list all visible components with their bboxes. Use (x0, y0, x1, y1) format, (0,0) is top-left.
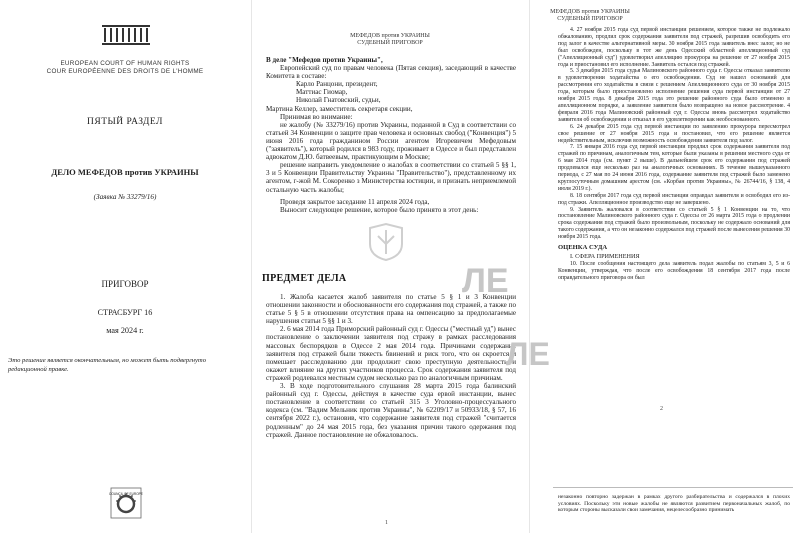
paragraph-3: 3. В ходе подготовительного слушания 28 марта 2015 года балинский районный суд г. Одессы, действуя в качестве суда ервой инстанции, вынес постановление в соответствии со статьей 315 3 Уголовно-процессуального кодекса (см. "Вадим Мельник против Украины", № 62209/17 и 50933/18, § 57, 16 сентября 2022 г.), остановив, что содержание заявителя под стражей "считается родленным" до 24 мая 2015 года, без указания причин такого одержания под стражей. Данное постановление не обжаловалось. (266, 382, 516, 439)
paragraph-4: 4. 27 ноября 2015 года суд первой инстанции решением, которое также не подлежало обжалованию, продлил срок содержания заявителя под стражей, разрешив освободить его под залог в качестве альтернативной меры. 30 ноября 2015 года заявитель внес залог, но не был освобожден, поскольку в тот же день Одесский областной апелляционный суд ("Апелляционный суд") удовлетворил апелляцию прокурора на решение от 27 ноября 2015 года и приостановил его исполнение. Заявитель остался под стражей. (558, 27, 790, 68)
court-composition-intro: Европейский суд по правам человека (Пятая секция), заседающий в качестве Комитета в составе: (266, 64, 516, 81)
having-regard: Принимая во внимание: (280, 112, 353, 121)
facts-block (266, 293, 516, 439)
facts-continued (558, 27, 790, 282)
watermark-emblem-icon (368, 222, 404, 262)
judge-2: Маттиас Гиомар, (296, 88, 348, 97)
application-number: (Заявка № 33279/16) (93, 193, 157, 201)
paragraph-7: 7. 15 января 2016 года суд первой инстанции продлил срок содержания заявителя под стражей по причинам, аналогичным тем, которые были указаны в решении местного суда от 6 мая 2014 года (см. пункт 2 выше). В дальнейшем срок его содержания под стражей продлевался еще несколько раз на аналогичных основаниях. В течение вышеуказанного периода, с 27 мая по 24 июня 2016 года, содержание заявителя под стражей было заменено круглосуточным домашним арестом (см. «Корбан против Украины», № 26744/16, § 138, 4 июля 2019 г.). (558, 144, 790, 192)
running-subtitle: СУДЕБНЫЙ ПРИГОВОР (557, 16, 623, 22)
paragraph-8: 8. 18 сентября 2017 года суд первой инстанции оправдал заявителя и освободил его из-под стражи. Апелляционное производство еще не завершено. (558, 192, 790, 206)
delivers-line: Выносит следующее решение, которое было принято в этот день: (280, 205, 479, 214)
page-break-rule (553, 487, 793, 488)
judgment-page-1 (252, 0, 528, 533)
coe-label: COUNCIL OF EUROPE (109, 492, 143, 496)
paragraph-2: 2. 6 мая 2014 года Приморский районный суд г. Одессы ("местный уд") вынес постановление о заключении заявителя под стражу в рамках расследования массовых беспорядков в Одессе 2 мая 2014 года. Причинами содержания заявителя под стражей были тяжесть бвинений и риск того, что он скроется и помешает расследованию дли продолжит свою преступную деятельность и окажет влияние на других участников процесса. Срок содержания заявителя под стражей родлевался местным судом несколько раз по аналогичным причинам. (266, 325, 516, 382)
judgment-page-2 (506, 0, 800, 533)
judge-1: Карло Ранцони, президент, (296, 80, 378, 89)
regard-item-2: решение направить уведомление о жалобах в соответствии со статьей 5 §§ 1, 3 и 5 Конвенции Правительству Украины "Правительство"), представленному их агентом, г-жой М. Сокоренко з Министерства юстиции, и признать неприемлемой остальную часть жалобы; (266, 161, 516, 194)
paragraph-10: 10. После сообщения настоящего дела заявитель подал жалобы по статьям 3, 5 и 6 Конвенции, утверждая, что после его освобождения 18 сентября 2017 года после оправдательного приговора он был (558, 260, 790, 281)
watermark-left: ЛЕ (462, 262, 509, 300)
court-logo-icon (100, 22, 152, 48)
case-title: ДЕЛО МЕФЕДОВ против УКРАИНЫ (51, 167, 199, 177)
paragraph-1: 1. Жалоба касается жалоб заявителя по статье 5 § 1 и 3 Конвенции отношении законности и обоснованности его содержания под стражей, а также по статье 5 § 5 в отношении отсутствия права на омпенсацию за предполагаемые нарушения статьи 5 §§ 1 и 3. (266, 293, 516, 326)
cover-page (0, 0, 250, 533)
subject-heading: ПРЕДМЕТ ДЕЛА (262, 273, 347, 284)
court-name-en: EUROPEAN COURT OF HUMAN RIGHTS (60, 60, 190, 67)
running-title: МЕФЕДОВ против УКРАИНЫ (550, 9, 630, 15)
paragraph-5: 5. 3 декабря 2015 года судья Малиновского районного суда г. Одессы отказал заявителю в удовлетворении ходатайства о его освобождении. Суд не нашел оснований для рассмотрения его ходатайства в связи с решением Апелляционного суда от 30 ноября 2015 года, которым было приостановлено исполнение решения суда первой инстанции от 27 ноября 2015 года. 8 декабря 2015 года это решение районного суда было отменено в апелляционном порядке, а заявление заявителя было возвращено на новое рассмотрение. 4 февраля 2016 года Малиновский районный суд г. Одессы вновь рассмотрел ходатайство заявителя об освобождении и отказал в его удовлетворении как необоснованного. (558, 68, 790, 123)
registrar-line: Мартина Келлер, заместитель секретаря секции, (266, 104, 413, 113)
finality-note: Это решение является окончательным, но может быть подвергнуто редакционной правке. (8, 357, 206, 373)
regard-item-1: не жалобу (№ 33279/16) против Украины, поданной в Суд в соответствии со статьей 34 Конвенции о защите прав человека и основных свобод ("Конвенция") 5 июня 2016 года гражданином России агентом Игоревичем Мефедовым ("заявитель"), который родился в 983 году, проживает в Одессе и был представлен адвокатом Д.Ю. батвеевым, практикующим в Москве; (266, 120, 516, 162)
court-name-fr: COUR EUROPÉENNE DES DROITS DE L'HOMME (46, 68, 204, 75)
page-number: 1 (385, 520, 388, 526)
judgment-city: СТРАСБУРГ 16 (97, 308, 153, 317)
paragraph-6: 6. 24 декабря 2015 года суд первой инстанции по заявлению прокурора пересмотрел свое решение от 27 ноября 2015 года и постановил, что его решение является недействительным, исключив возможность освобождения заявителя под залог. (558, 123, 790, 144)
paragraph-9: 9. Заявитель жаловался в соответствии со статьей 5 § 1 Конвенции на то, что постановление Малиновского районного суда г. Одессы от 26 марта 2015 года о продлении срока содержания под стражей было произвольным, поскольку не содержало оснований для такого содержания, а что он незаконно содержался под стражей после вынесения решения 30 ноября 2015 года. (558, 206, 790, 241)
watermark-right: ЛЕ (506, 336, 550, 372)
section-title: ПЯТЫЙ РАЗДЕЛ (87, 117, 163, 127)
judge-3: Николай Гнатовский, судьи, (296, 96, 381, 105)
intro-block (266, 56, 516, 214)
deliberated-line: Проведя закрытое заседание 11 апреля 2024 года, (280, 197, 430, 206)
running-title: МЕФЕДОВ против УКРАИНЫ (350, 33, 430, 39)
next-page-fragment: незаконно повторно задержан в рамках другого разбирательства и содержался в плохих условиях. Поскольку эти новые жалобы не являются развитием первоначальных жалоб, по которым стороны высказали свои замечания, нецелесообразно принимать (558, 494, 790, 514)
judgment-label: ПРИГОВОР (101, 279, 149, 289)
case-line: В деле "Мефедов против Украины", (266, 56, 383, 64)
page-number: 2 (660, 406, 663, 412)
judgment-date: мая 2024 г. (106, 326, 144, 335)
scope-heading: I. СФЕРА ПРИМЕНЕНИЯ (570, 253, 640, 260)
running-subtitle: СУДЕБНЫЙ ПРИГОВОР (357, 40, 423, 46)
assessment-heading: ОЦЕНКА СУДА (558, 244, 608, 252)
